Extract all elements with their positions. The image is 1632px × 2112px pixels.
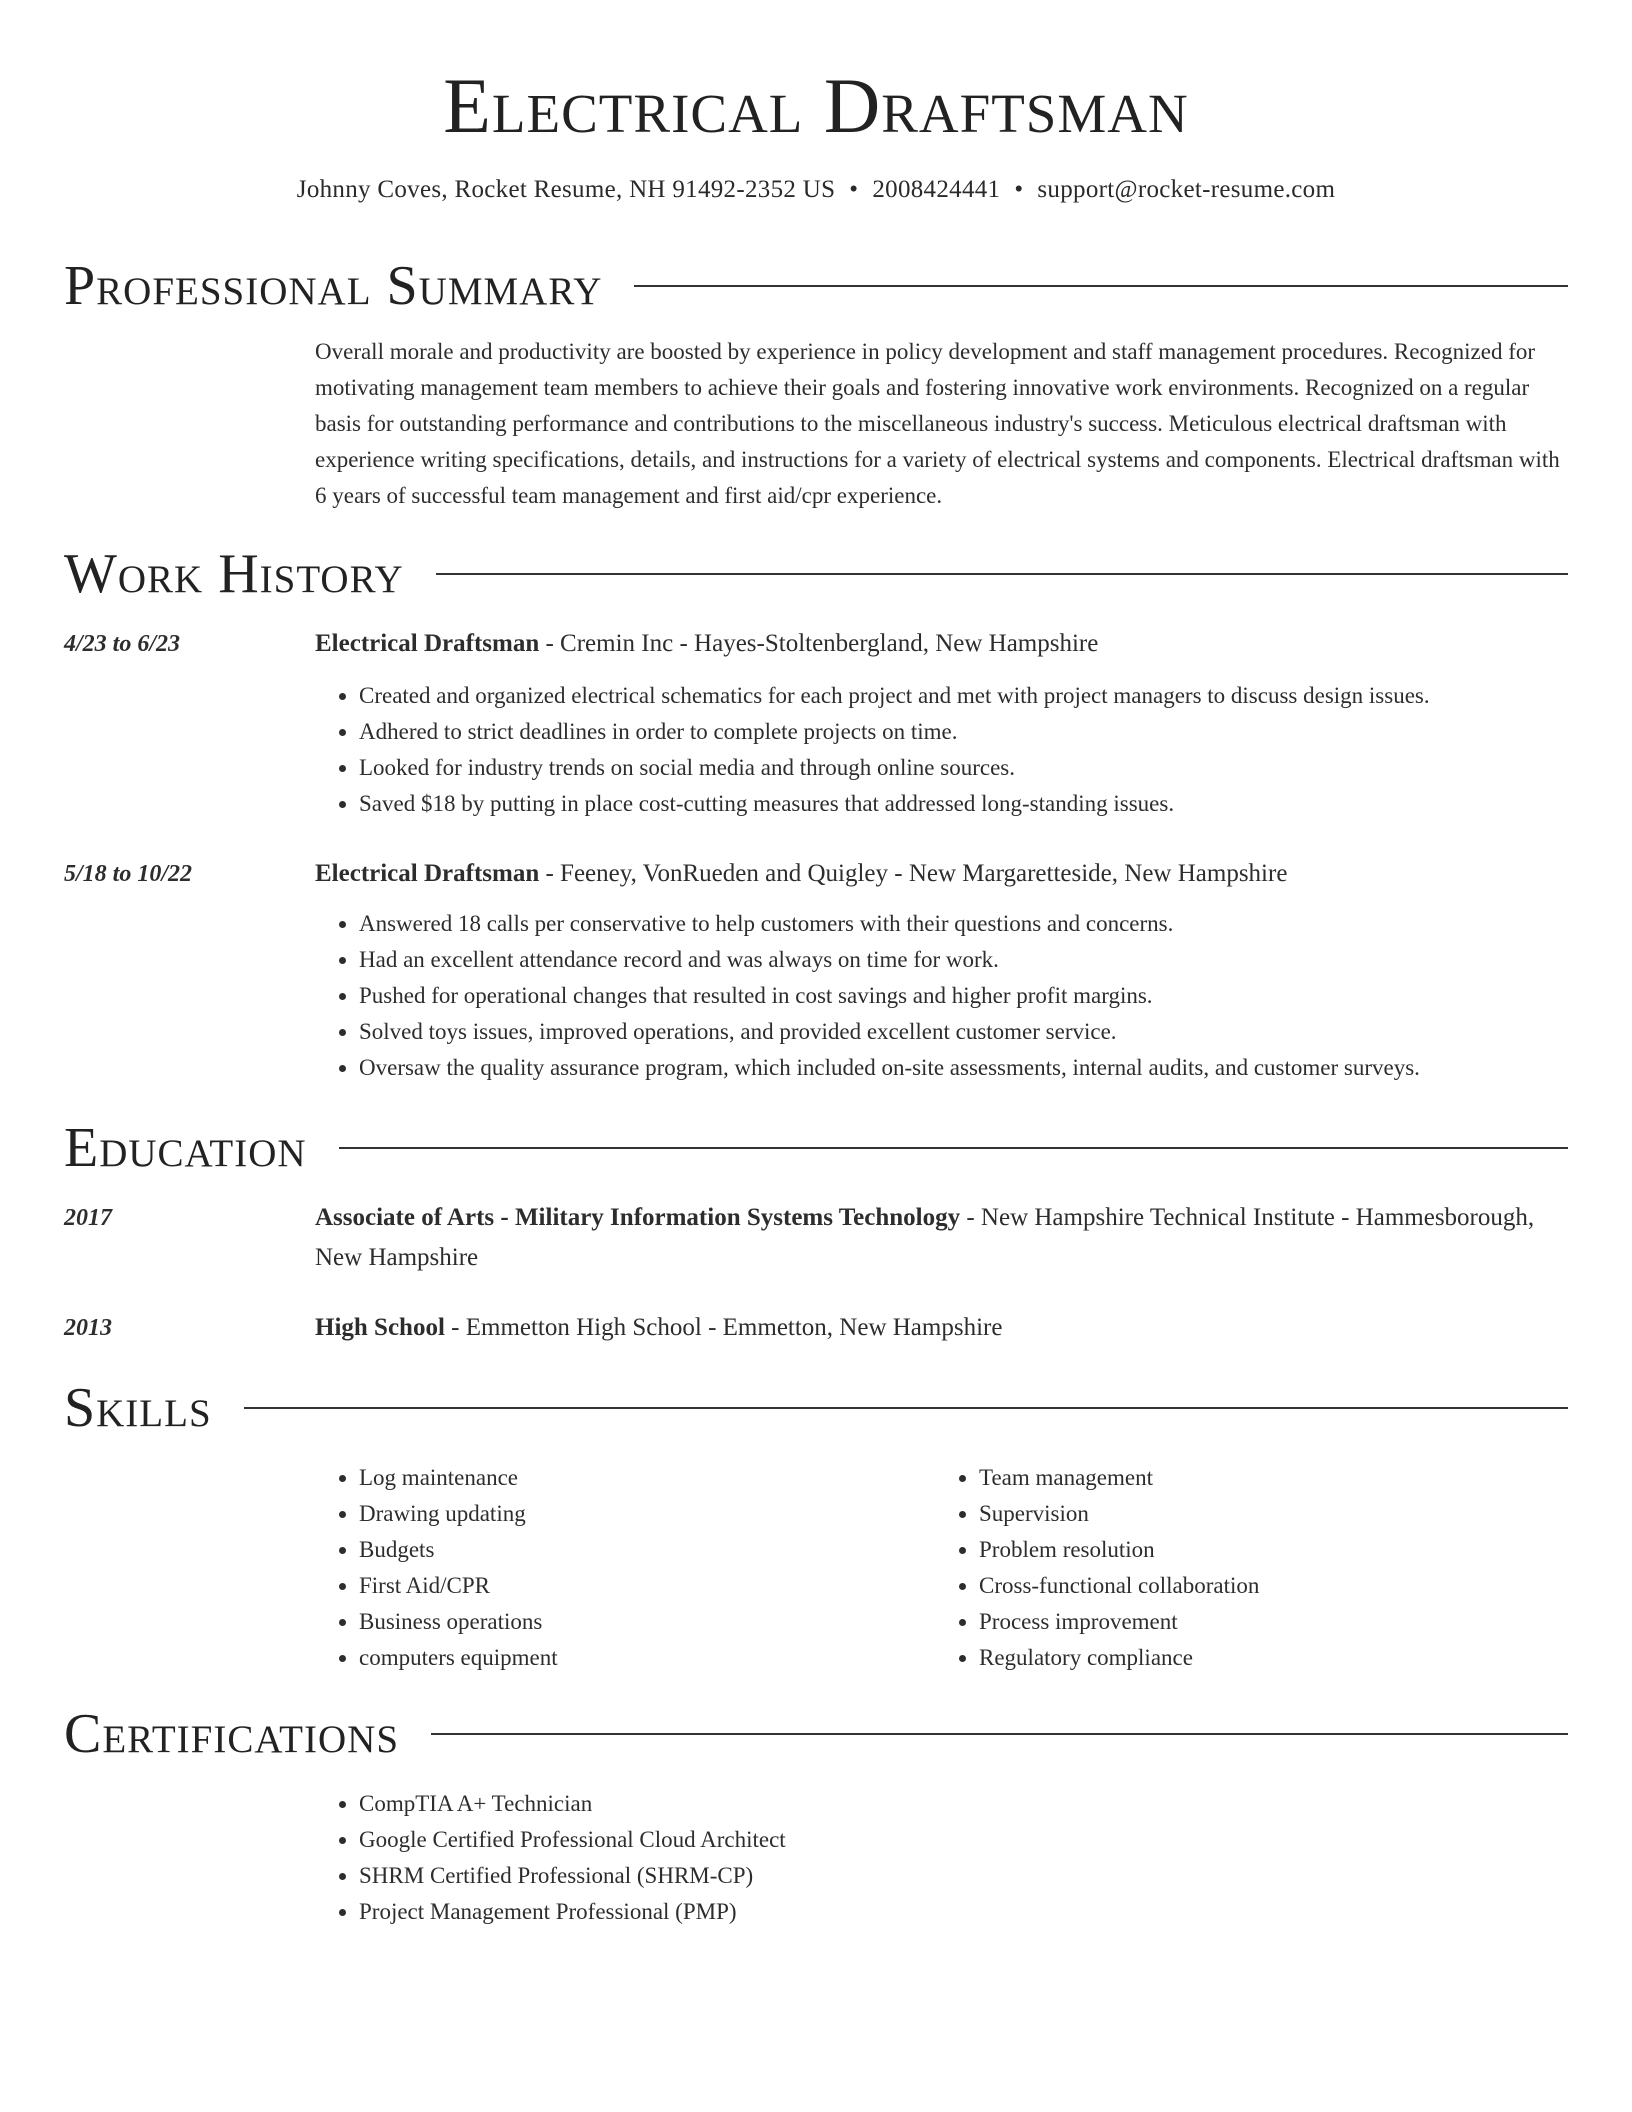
job-bullets xyxy=(315,678,1568,822)
list-item: • Team management xyxy=(979,1460,1555,1496)
education-entry xyxy=(315,1308,1568,1348)
list-item: • Adhered to strict deadlines in order to complete projects on time. xyxy=(359,714,1568,750)
work-section-header xyxy=(64,542,1568,606)
list-item: • Business operations xyxy=(359,1604,935,1640)
section-divider xyxy=(436,573,1568,575)
list-item: • Supervision xyxy=(979,1496,1555,1532)
job-details: - Feeney, VonRueden and Quigley - New Margaretteside, New Hampshire xyxy=(539,860,1288,887)
work-heading: Work History xyxy=(64,543,404,605)
list-item: • SHRM Certified Professional (SHRM-CP) xyxy=(359,1858,1568,1894)
education-details: - Emmetton High School - Emmetton, New Hampshire xyxy=(444,1314,1003,1341)
summary-text: Overall morale and productivity are boosted by experience in policy development and staff management procedures. Recognized for motivating management team members to achieve their goals and fostering innovative work environments. Recognized on a regular basis for outstanding performance and contributions to the miscellaneous industry's success. Meticulous electrical draftsman with experience writing specifications, details, and instructions for a variety of electrical systems and components. Electrical draftsman with 6 years of successful team management and first aid/cpr experience. xyxy=(315,339,1560,508)
job-title: Electrical Draftsman xyxy=(315,630,540,657)
list-item: • Oversaw the quality assurance program, which included on-site assessments, internal audits, and customer surveys. xyxy=(359,1050,1568,1086)
section-divider xyxy=(634,285,1568,287)
certifications-section-header xyxy=(64,1702,1568,1766)
list-item: • Had an excellent attendance record and was always on time for work. xyxy=(359,942,1568,978)
section-divider xyxy=(244,1407,1568,1409)
list-item: • Looked for industry trends on social media and through online sources. xyxy=(359,750,1568,786)
job-title: Electrical Draftsman xyxy=(315,860,540,887)
education-section-header xyxy=(64,1116,1568,1180)
education-heading: Education xyxy=(64,1117,307,1179)
skills-list-right xyxy=(935,1460,1555,1676)
education-entry xyxy=(315,1198,1568,1278)
job-title-line xyxy=(315,624,1568,664)
resume-title: Electrical Draftsman xyxy=(443,62,1189,149)
job-title-line xyxy=(315,854,1568,894)
list-item: • Log maintenance xyxy=(359,1460,935,1496)
skills-list-left xyxy=(315,1460,935,1676)
list-item: • Pushed for operational changes that resulted in cost savings and higher profit margins. xyxy=(359,978,1568,1014)
contact-address: Johnny Coves, Rocket Resume, NH 91492-2352 US xyxy=(296,176,836,203)
list-item: • Budgets xyxy=(359,1532,935,1568)
contact-separator: • xyxy=(849,176,859,203)
job-entry xyxy=(315,624,1568,822)
skills-heading: Skills xyxy=(64,1377,212,1439)
contact-line xyxy=(0,172,1632,208)
job-dates: 5/18 to 10/22 xyxy=(64,861,193,887)
certifications-list xyxy=(315,1786,1568,1930)
section-divider xyxy=(339,1147,1568,1149)
summary-heading: Professional Summary xyxy=(64,255,603,317)
job-details: - Cremin Inc - Hayes-Stoltenbergland, New Hampshire xyxy=(539,630,1099,657)
contact-separator: • xyxy=(1014,176,1024,203)
education-degree: Associate of Arts - Military Information Systems Technology xyxy=(315,1204,961,1231)
education-year: 2013 xyxy=(64,1315,112,1341)
list-item: • Answered 18 calls per conservative to help customers with their questions and concerns. xyxy=(359,906,1568,942)
certifications-heading: Certifications xyxy=(64,1703,400,1765)
list-item: • Created and organized electrical schematics for each project and met with project managers to discuss design issues. xyxy=(359,678,1568,714)
job-dates: 4/23 to 6/23 xyxy=(64,631,181,657)
list-item: • First Aid/CPR xyxy=(359,1568,935,1604)
list-item: • Regulatory compliance xyxy=(979,1640,1555,1676)
list-item: • Problem resolution xyxy=(979,1532,1555,1568)
contact-email[interactable]: support@rocket-resume.com xyxy=(1037,176,1336,203)
job-bullets xyxy=(315,906,1568,1086)
list-item: • CompTIA A+ Technician xyxy=(359,1786,1568,1822)
skills-section-header xyxy=(64,1376,1568,1440)
education-year: 2017 xyxy=(64,1205,112,1231)
list-item: • Cross-functional collaboration xyxy=(979,1568,1555,1604)
list-item: • Process improvement xyxy=(979,1604,1555,1640)
job-entry xyxy=(315,854,1568,1086)
list-item: • Google Certified Professional Cloud Architect xyxy=(359,1822,1568,1858)
list-item: • Drawing updating xyxy=(359,1496,935,1532)
list-item: • Saved $18 by putting in place cost-cutting measures that addressed long-standing issues. xyxy=(359,786,1568,822)
list-item: • Project Management Professional (PMP) xyxy=(359,1894,1568,1930)
education-degree: High School xyxy=(315,1314,445,1341)
certifications-block xyxy=(315,1786,1568,1930)
skills-columns xyxy=(315,1460,1555,1676)
summary-section-header xyxy=(64,254,1568,318)
list-item: • Solved toys issues, improved operations, and provided excellent customer service. xyxy=(359,1014,1568,1050)
contact-phone: 2008424441 xyxy=(872,176,1001,203)
education-details: - New Hampshire Technical Institute - Hammesborough, New Hampshire xyxy=(315,1204,1535,1271)
list-item: • computers equipment xyxy=(359,1640,935,1676)
section-divider xyxy=(431,1733,1568,1735)
